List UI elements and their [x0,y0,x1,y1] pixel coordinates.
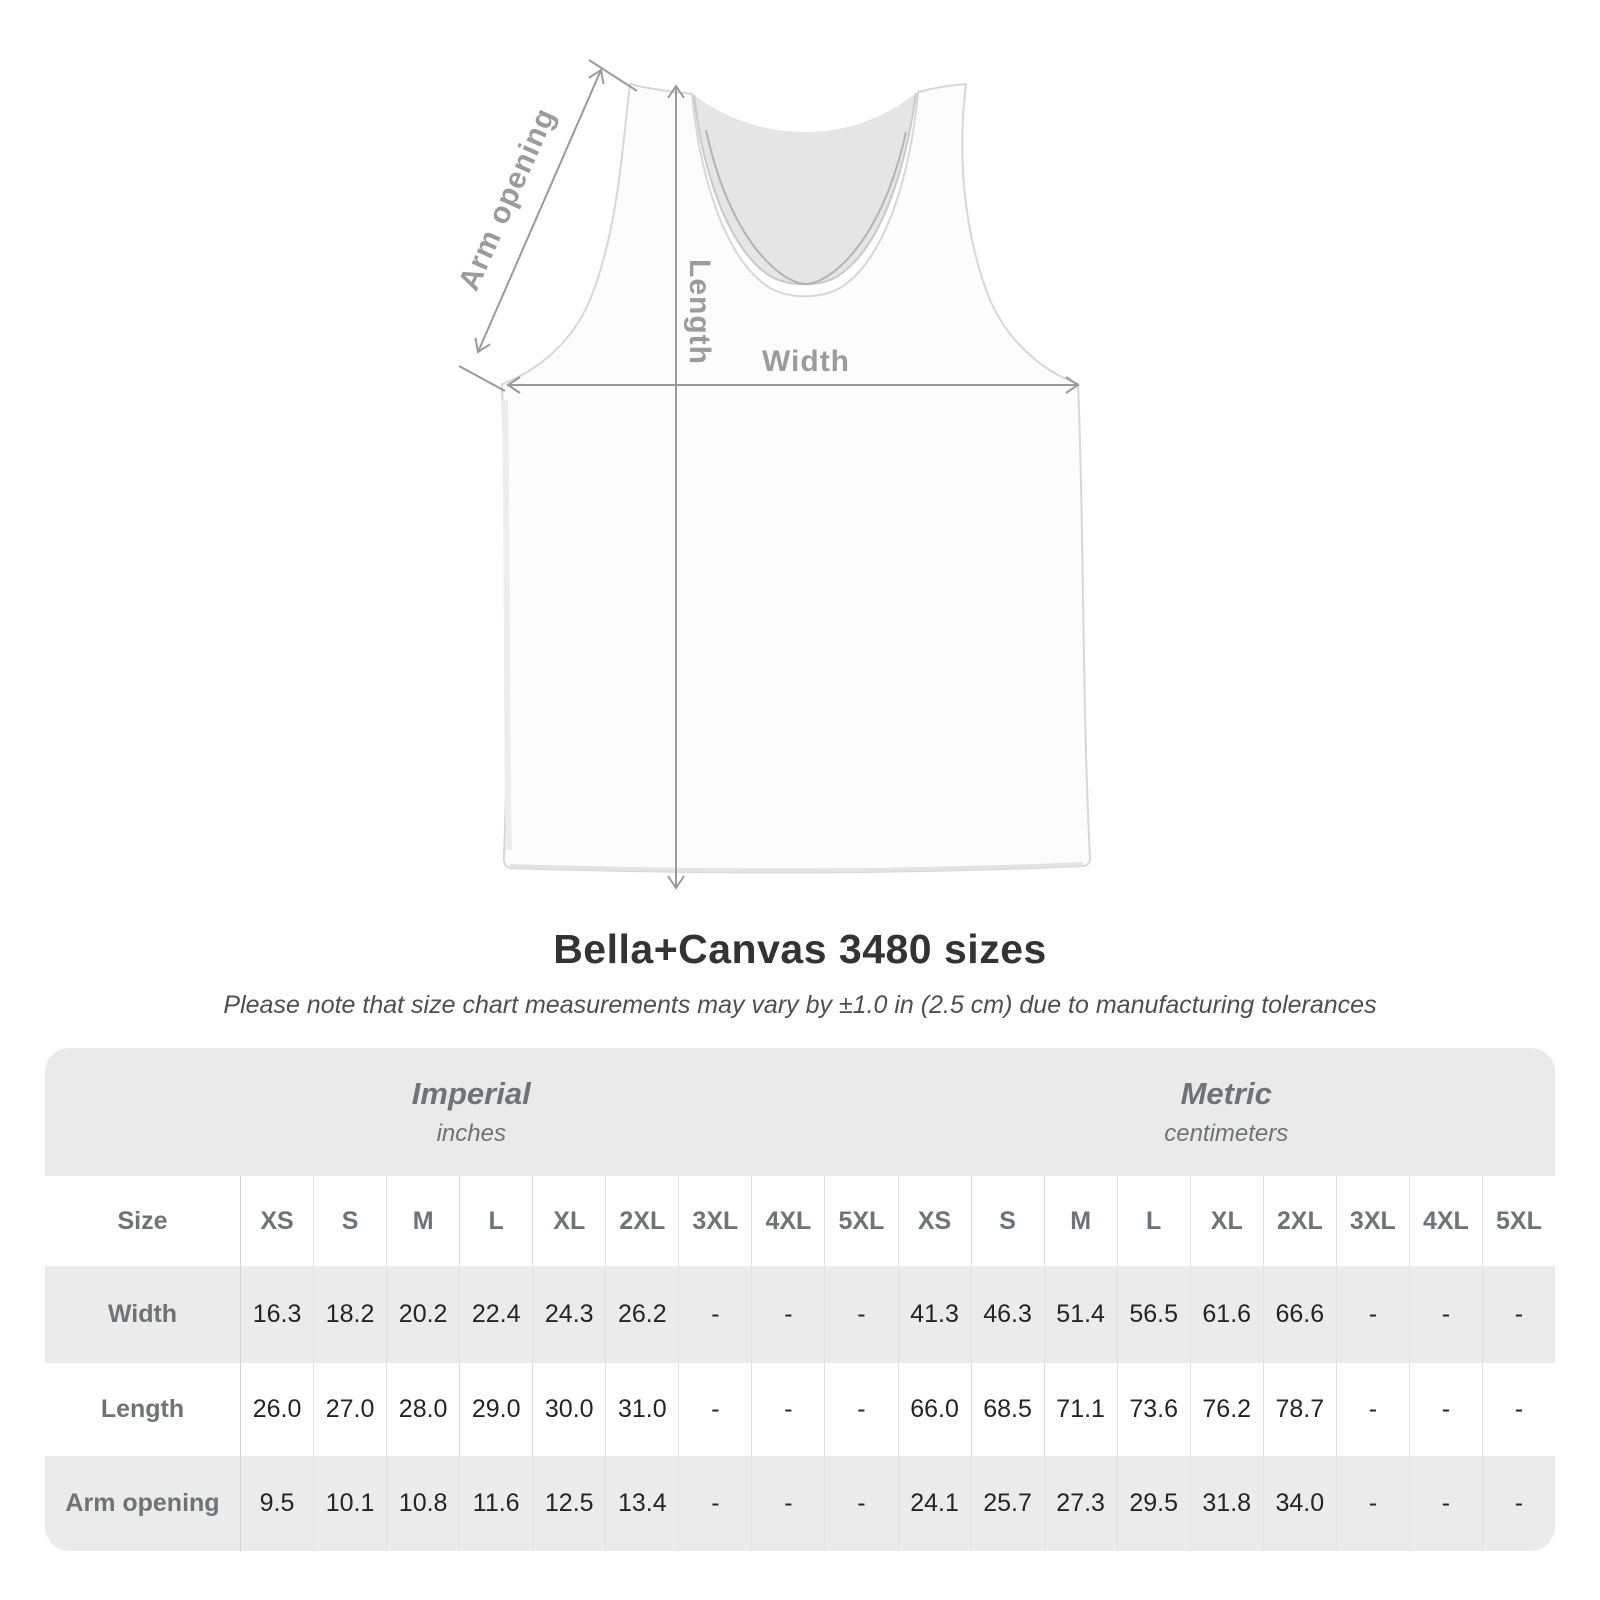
cell-arm-opening-imperial-4xl: - [751,1456,824,1551]
unit-group-metric-sublabel: centimeters [1164,1120,1289,1147]
size-col-header-imperial-4xl: 4XL [751,1176,824,1266]
cell-arm-opening-metric-s: 25.7 [971,1456,1044,1551]
unit-group-imperial-sublabel: inches [436,1120,506,1147]
size-col-header-imperial-3xl: 3XL [678,1176,751,1266]
cell-length-imperial-xs: 26.0 [240,1363,313,1456]
cell-width-imperial-l: 22.4 [459,1266,532,1363]
cell-arm-opening-metric-5xl: - [1482,1456,1555,1551]
cell-width-metric-3xl: - [1336,1266,1409,1363]
size-col-header-imperial-5xl: 5XL [824,1176,897,1266]
cell-arm-opening-metric-3xl: - [1336,1456,1409,1551]
cell-arm-opening-metric-xl: 31.8 [1190,1456,1263,1551]
cell-arm-opening-metric-2xl: 34.0 [1263,1456,1336,1551]
cell-width-imperial-4xl: - [751,1266,824,1363]
cell-arm-opening-imperial-s: 10.1 [313,1456,386,1551]
cell-width-metric-2xl: 66.6 [1263,1266,1336,1363]
size-col-header-metric-xs: XS [898,1176,971,1266]
cell-arm-opening-imperial-5xl: - [824,1456,897,1551]
cell-length-metric-4xl: - [1409,1363,1482,1456]
size-col-header-imperial-s: S [313,1176,386,1266]
cell-arm-opening-imperial-m: 10.8 [386,1456,459,1551]
cell-length-imperial-3xl: - [678,1363,751,1456]
cell-width-metric-m: 51.4 [1044,1266,1117,1363]
size-column-header: Size [45,1176,240,1266]
row-label-length: Length [45,1363,240,1456]
cell-width-imperial-2xl: 26.2 [605,1266,678,1363]
cell-arm-opening-imperial-l: 11.6 [459,1456,532,1551]
cell-arm-opening-imperial-2xl: 13.4 [605,1456,678,1551]
size-col-header-metric-5xl: 5XL [1482,1176,1555,1266]
cell-length-metric-s: 68.5 [971,1363,1044,1456]
cell-length-metric-3xl: - [1336,1363,1409,1456]
cell-length-metric-xl: 76.2 [1190,1363,1263,1456]
unit-group-metric [898,1048,1556,1176]
length-label: Length [683,259,716,365]
cell-width-imperial-s: 18.2 [313,1266,386,1363]
size-col-header-metric-2xl: 2XL [1263,1176,1336,1266]
size-table-grid [45,1176,1555,1551]
size-col-header-imperial-l: L [459,1176,532,1266]
tolerance-note: Please note that size chart measurements may vary by ±1.0 in (2.5 cm) due to manufacturing tolerances [223,991,1377,1019]
size-col-header-metric-3xl: 3XL [1336,1176,1409,1266]
arm-opening-tick-top [589,60,637,91]
cell-length-imperial-xl: 30.0 [532,1363,605,1456]
cell-width-imperial-m: 20.2 [386,1266,459,1363]
cell-length-metric-l: 73.6 [1117,1363,1190,1456]
cell-length-imperial-2xl: 31.0 [605,1363,678,1456]
unit-header-row [45,1048,1555,1176]
row-label-width: Width [45,1266,240,1363]
cell-length-imperial-4xl: - [751,1363,824,1456]
size-col-header-imperial-m: M [386,1176,459,1266]
size-col-header-imperial-2xl: 2XL [605,1176,678,1266]
cell-width-imperial-5xl: - [824,1266,897,1363]
cell-width-metric-4xl: - [1409,1266,1482,1363]
cell-width-metric-l: 56.5 [1117,1266,1190,1363]
size-col-header-metric-l: L [1117,1176,1190,1266]
size-col-header-metric-4xl: 4XL [1409,1176,1482,1266]
size-col-header-imperial-xl: XL [532,1176,605,1266]
arm-opening-label: Arm opening [452,102,563,296]
cell-arm-opening-metric-xs: 24.1 [898,1456,971,1551]
size-col-header-metric-s: S [971,1176,1044,1266]
cell-length-metric-xs: 66.0 [898,1363,971,1456]
cell-width-metric-5xl: - [1482,1266,1555,1363]
cell-arm-opening-metric-l: 29.5 [1117,1456,1190,1551]
cell-arm-opening-metric-m: 27.3 [1044,1456,1117,1551]
unit-group-metric-label: Metric [1180,1076,1272,1111]
cell-length-metric-m: 71.1 [1044,1363,1117,1456]
cell-length-metric-5xl: - [1482,1363,1555,1456]
cell-width-imperial-xl: 24.3 [532,1266,605,1363]
unit-group-imperial [45,1048,898,1176]
arm-opening-tick-bottom [459,366,505,391]
cell-arm-opening-metric-4xl: - [1409,1456,1482,1551]
size-col-header-imperial-xs: XS [240,1176,313,1266]
cell-width-metric-s: 46.3 [971,1266,1044,1363]
cell-arm-opening-imperial-xl: 12.5 [532,1456,605,1551]
width-label: Width [761,345,851,378]
cell-length-imperial-5xl: - [824,1363,897,1456]
size-col-header-metric-m: M [1044,1176,1117,1266]
cell-width-imperial-xs: 16.3 [240,1266,313,1363]
side-shading [505,400,509,850]
cell-length-imperial-m: 28.0 [386,1363,459,1456]
cell-width-metric-xs: 41.3 [898,1266,971,1363]
cell-length-imperial-l: 29.0 [459,1363,532,1456]
unit-group-imperial-label: Imperial [411,1076,531,1111]
cell-width-metric-xl: 61.6 [1190,1266,1263,1363]
cell-arm-opening-imperial-xs: 9.5 [240,1456,313,1551]
cell-arm-opening-imperial-3xl: - [678,1456,751,1551]
size-col-header-metric-xl: XL [1190,1176,1263,1266]
cell-width-imperial-3xl: - [678,1266,751,1363]
cell-length-imperial-s: 27.0 [313,1363,386,1456]
cell-length-metric-2xl: 78.7 [1263,1363,1336,1456]
row-label-arm-opening: Arm opening [45,1456,240,1551]
size-chart-table [45,1048,1555,1551]
page-title: Bella+Canvas 3480 sizes [553,926,1047,972]
